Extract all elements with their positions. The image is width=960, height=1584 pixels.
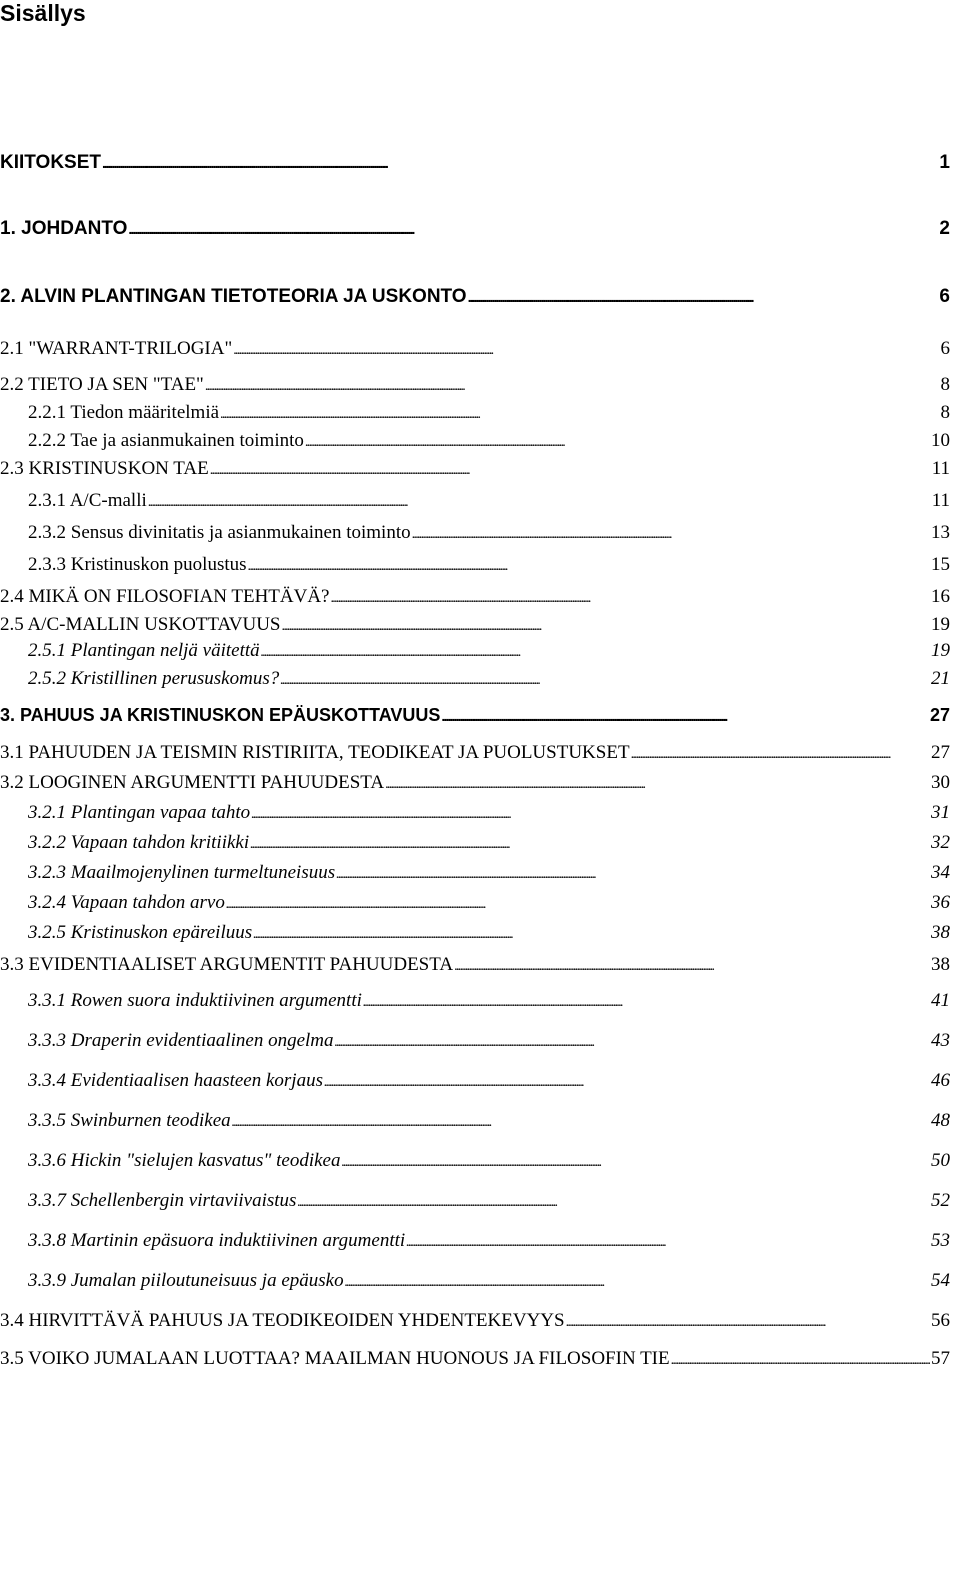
- toc-entry[interactable]: [0, 218, 950, 242]
- toc-entry-page: 34: [931, 862, 950, 883]
- toc-entry[interactable]: [0, 704, 950, 728]
- toc-entry-label: 2.4 MIKÄ ON FILOSOFIAN TEHTÄVÄ?: [0, 586, 330, 607]
- toc-entry-label: 3. PAHUUS JA KRISTINUSKON EPÄUSKOTTAVUUS: [0, 705, 441, 725]
- dot-leader: [251, 802, 930, 826]
- dot-leader: [210, 458, 931, 482]
- toc-entry-page: 50: [931, 1150, 950, 1171]
- dot-leader: [280, 668, 930, 692]
- toc-entry-label: 3.3.5 Swinburnen teodikea: [28, 1110, 231, 1131]
- dot-leader: [406, 1230, 930, 1254]
- dot-leader: [363, 990, 930, 1014]
- toc-entry[interactable]: [28, 430, 950, 454]
- toc-entry-page: 41: [931, 990, 950, 1011]
- toc-entry[interactable]: [28, 554, 950, 578]
- toc-entry-page: 38: [931, 922, 950, 943]
- dot-leader: [671, 1348, 930, 1372]
- toc-entry-page: 38: [931, 954, 950, 975]
- toc-entry[interactable]: [28, 668, 950, 692]
- toc-entry[interactable]: [0, 614, 950, 638]
- toc-entry-page: 56: [931, 1310, 950, 1331]
- dot-leader: [412, 522, 930, 546]
- toc-entry-label: 3.1 PAHUUDEN JA TEISMIN RISTIRIITA, TEODIKEAT JA PUOLUSTUKSET: [0, 742, 630, 763]
- toc-entry[interactable]: [0, 286, 950, 310]
- toc-entry-page: 13: [931, 522, 950, 543]
- toc-entry-label: 2.3.3 Kristinuskon puolustus: [28, 554, 247, 575]
- toc-entry[interactable]: [0, 338, 950, 362]
- toc-entry[interactable]: [0, 374, 950, 398]
- toc-entry-label: 2.3.2 Sensus divinitatis ja asianmukainen toiminto: [28, 522, 411, 543]
- toc-entry[interactable]: [28, 490, 950, 514]
- toc-entry-page: 43: [931, 1030, 950, 1051]
- toc-entry-page: 57: [931, 1348, 950, 1369]
- dot-leader: [220, 402, 939, 426]
- toc-entry-label: 2.5 A/C-MALLIN USKOTTAVUUS: [0, 614, 281, 635]
- toc-entry[interactable]: [0, 1310, 950, 1334]
- toc-entry-label: 3.3.7 Schellenbergin virtaviivaistus: [28, 1190, 297, 1211]
- toc-entry-label: 3.3 EVIDENTIAALISET ARGUMENTIT PAHUUDESTA: [0, 954, 454, 975]
- toc-entry-label: 3.2.5 Kristinuskon epäreiluus: [28, 922, 253, 943]
- dot-leader: [468, 286, 939, 308]
- dot-leader: [261, 640, 930, 664]
- dot-leader: [226, 892, 930, 916]
- toc-entry[interactable]: [28, 1070, 950, 1094]
- dot-leader: [128, 218, 938, 240]
- toc-entry-label: 1. JOHDANTO: [0, 218, 128, 239]
- toc-entry-label: 2.1 "WARRANT-TRILOGIA": [0, 338, 233, 359]
- toc-entry-page: 48: [931, 1110, 950, 1131]
- toc-entry[interactable]: [28, 990, 950, 1014]
- dot-leader: [253, 922, 930, 946]
- dot-leader: [336, 862, 930, 886]
- dot-leader: [233, 338, 939, 362]
- dot-leader: [250, 832, 930, 856]
- toc-entry[interactable]: [28, 1030, 950, 1054]
- toc-entry[interactable]: [0, 458, 950, 482]
- toc-entry[interactable]: [28, 522, 950, 546]
- toc-entry-label: 3.2.2 Vapaan tahdon kritiikki: [28, 832, 250, 853]
- toc-entry-page: 52: [931, 1190, 950, 1211]
- toc-entry-page: 6: [940, 338, 950, 359]
- toc-entry-page: 53: [931, 1230, 950, 1251]
- toc-entry-page: 30: [931, 772, 950, 793]
- toc-entry-label: 3.2.1 Plantingan vapaa tahto: [28, 802, 251, 823]
- toc-entry-label: 2.3.1 A/C-malli: [28, 490, 147, 511]
- toc-entry[interactable]: [0, 954, 950, 978]
- dot-leader: [385, 772, 930, 796]
- dot-leader: [148, 490, 931, 514]
- dot-leader: [631, 742, 930, 766]
- toc-entry-page: 27: [929, 705, 950, 725]
- toc-entry-label: 3.5 VOIKO JUMALAAN LUOTTAA? MAAILMAN HUONOUS JA FILOSOFIN TIE: [0, 1348, 670, 1369]
- toc-entry-label: 2. ALVIN PLANTINGAN TIETOTEORIA JA USKONTO: [0, 286, 467, 307]
- toc-entry[interactable]: [0, 742, 950, 766]
- toc-entry-label: KIITOKSET: [0, 152, 101, 173]
- toc-entry[interactable]: [28, 802, 950, 826]
- toc-entry-label: 3.2.3 Maailmojenylinen turmeltuneisuus: [28, 862, 336, 883]
- toc-entry-page: 11: [931, 458, 950, 479]
- toc-entry-page: 10: [931, 430, 950, 451]
- toc-entry[interactable]: [28, 1230, 950, 1254]
- toc-entry-page: 19: [931, 614, 950, 635]
- dot-leader: [305, 430, 930, 454]
- toc-entry-page: 46: [931, 1070, 950, 1091]
- dot-leader: [331, 586, 931, 610]
- toc-entry[interactable]: [28, 922, 950, 946]
- toc-entry[interactable]: [0, 772, 950, 796]
- toc-entry[interactable]: [28, 1110, 950, 1134]
- dot-leader: [232, 1110, 930, 1134]
- dot-leader: [454, 954, 930, 978]
- toc-entry-page: 21: [931, 668, 950, 689]
- dot-leader: [342, 1150, 931, 1174]
- toc-entry-label: 2.2.1 Tiedon määritelmiä: [28, 402, 220, 423]
- toc-entry[interactable]: [28, 1190, 950, 1214]
- dot-leader: [324, 1070, 930, 1094]
- toc-entry[interactable]: [0, 152, 950, 176]
- toc-entry-label: 3.3.4 Evidentiaalisen haasteen korjaus: [28, 1070, 323, 1091]
- toc-entry-label: 3.3.8 Martinin epäsuora induktiivinen argumentti: [28, 1230, 406, 1251]
- toc-entry-label: 2.3 KRISTINUSKON TAE: [0, 458, 209, 479]
- toc-entry-label: 3.3.6 Hickin "sielujen kasvatus" teodikea: [28, 1150, 341, 1171]
- toc-entry-page: 8: [940, 402, 950, 423]
- toc-entry[interactable]: [28, 640, 950, 664]
- page-title: Sisällys: [0, 0, 86, 26]
- toc-entry-page: 1: [939, 152, 950, 173]
- toc-entry-page: 8: [940, 374, 950, 395]
- toc-entry-label: 2.5.2 Kristillinen perususkomus?: [28, 668, 280, 689]
- dot-leader: [335, 1030, 930, 1054]
- toc-entry-label: 3.3.1 Rowen suora induktiivinen argumentti: [28, 990, 362, 1011]
- dot-leader: [566, 1310, 930, 1334]
- toc-entry-page: 31: [931, 802, 950, 823]
- dot-leader: [441, 704, 929, 727]
- toc-entry-page: 54: [931, 1270, 950, 1291]
- toc-entry[interactable]: [0, 1348, 950, 1372]
- toc-entry-page: 2: [939, 218, 950, 239]
- toc-entry-label: 2.5.1 Plantingan neljä väitettä: [28, 640, 260, 661]
- dot-leader: [205, 374, 940, 398]
- toc-entry-label: 2.2.2 Tae ja asianmukainen toiminto: [28, 430, 304, 451]
- toc-entry-label: 3.2 LOOGINEN ARGUMENTTI PAHUUDESTA: [0, 772, 385, 793]
- dot-leader: [248, 554, 930, 578]
- dot-leader: [297, 1190, 930, 1214]
- dot-leader: [345, 1270, 930, 1294]
- toc-entry-page: 36: [931, 892, 950, 913]
- dot-leader: [102, 152, 938, 174]
- toc-entry[interactable]: [28, 402, 950, 426]
- toc-entry[interactable]: [28, 862, 950, 886]
- toc-entry-page: 6: [939, 286, 950, 307]
- toc-entry[interactable]: [0, 586, 950, 610]
- toc-entry[interactable]: [28, 892, 950, 916]
- toc-entry-label: 3.3.9 Jumalan piiloutuneisuus ja epäusko: [28, 1270, 344, 1291]
- toc-entry-page: 32: [931, 832, 950, 853]
- toc-entry-label: 3.3.3 Draperin evidentiaalinen ongelma: [28, 1030, 334, 1051]
- toc-entry-label: 2.2 TIETO JA SEN "TAE": [0, 374, 204, 395]
- toc-entry-label: 3.4 HIRVITTÄVÄ PAHUUS JA TEODIKEOIDEN YHDENTEKEVYYS: [0, 1310, 565, 1331]
- toc-entry-page: 11: [931, 490, 950, 511]
- toc-entry-page: 19: [931, 640, 950, 661]
- toc-entry[interactable]: [28, 1150, 950, 1174]
- toc-entry-page: 15: [931, 554, 950, 575]
- dot-leader: [282, 614, 930, 638]
- toc-entry[interactable]: [28, 832, 950, 856]
- toc-entry-label: 3.2.4 Vapaan tahdon arvo: [28, 892, 225, 913]
- toc-entry-page: 16: [931, 586, 950, 607]
- toc-entry[interactable]: [28, 1270, 950, 1294]
- toc-entry-page: 27: [931, 742, 950, 763]
